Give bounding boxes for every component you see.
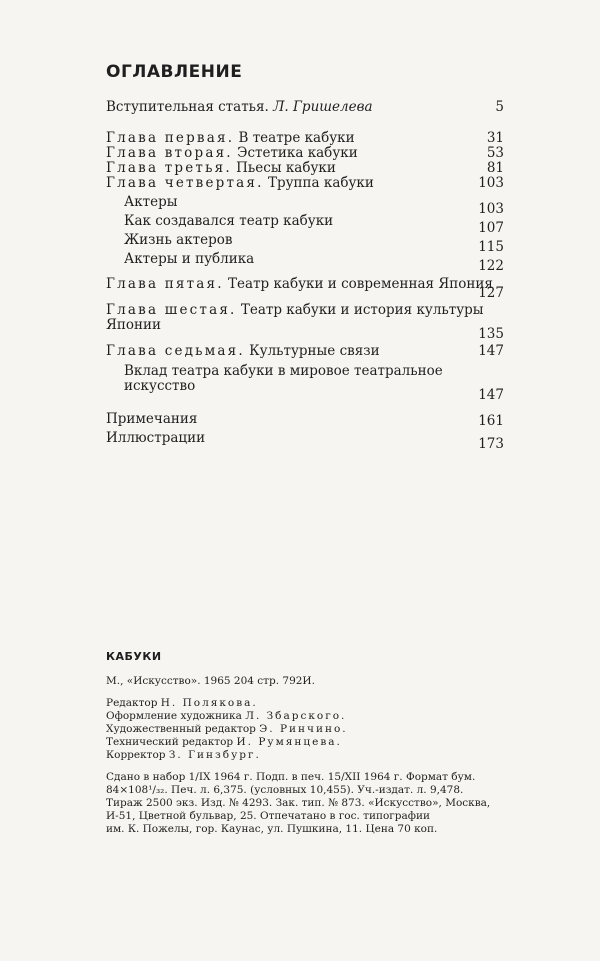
page-number: 135 bbox=[478, 326, 504, 342]
colophon-title: КАБУКИ bbox=[106, 650, 162, 663]
toc-entry-subsection bbox=[106, 251, 504, 274]
toc-entry-chapter-4 bbox=[106, 176, 504, 191]
page-number: 53 bbox=[486, 145, 504, 161]
chapter-title: Эстетика кабуки bbox=[237, 145, 358, 161]
page-number: 107 bbox=[478, 220, 504, 236]
toc-entry-chapter-6 bbox=[106, 302, 504, 342]
page-number: 115 bbox=[478, 239, 504, 255]
toc-entry-notes bbox=[106, 412, 504, 427]
toc-entry-chapter-7 bbox=[106, 344, 504, 359]
page-number: 122 bbox=[478, 258, 504, 274]
colophon bbox=[106, 650, 500, 836]
editor-line: Редактор Н. Полякова. bbox=[106, 697, 258, 709]
page-number: 147 bbox=[478, 343, 504, 359]
toc-entry-subsection bbox=[106, 213, 504, 236]
print-info-line: Тираж 2500 экз. Изд. № 4293. Зак. тип. № 873. «Искусство», Москва, bbox=[106, 797, 491, 809]
toc-entry-subsection bbox=[106, 194, 504, 217]
page-number: 147 bbox=[478, 387, 504, 403]
print-info-line: Сдано в набор 1/IX 1964 г. Подп. в печ. 15/XII 1964 г. Формат бум. bbox=[106, 771, 476, 783]
chapter-title: Театр кабуки и современная Япония bbox=[228, 276, 493, 292]
illustrations-title: Иллюстрации bbox=[106, 430, 206, 446]
chapter-title: Театр кабуки и история культуры Японии bbox=[106, 302, 484, 333]
chapter-label: Глава вторая. bbox=[106, 145, 233, 161]
page-number: 173 bbox=[478, 436, 504, 452]
chapter-title: Культурные связи bbox=[249, 343, 380, 359]
subsection-title: Как создавался театр кабуки bbox=[124, 213, 334, 229]
print-info-line: 84×108¹/₃₂. Печ. л. 6,375. (условных 10,455). Уч.-издат. л. 9,478. bbox=[106, 784, 464, 796]
chapter-label: Глава первая. bbox=[106, 130, 235, 146]
subsection-title: Актеры и публика bbox=[124, 251, 255, 267]
notes-title: Примечания bbox=[106, 411, 198, 427]
table-of-contents bbox=[106, 99, 504, 452]
art-editor-line: Художественный редактор Э. Ринчино. bbox=[106, 723, 348, 735]
page-number: 31 bbox=[486, 130, 504, 146]
chapter-title: Труппа кабуки bbox=[267, 175, 374, 191]
toc-entry-chapter-5 bbox=[106, 276, 504, 301]
print-info-line: им. К. Пожелы, гор. Каунас, ул. Пушкина, 11. Цена 70 коп. bbox=[106, 823, 438, 835]
chapter-label: Глава шестая. bbox=[106, 302, 237, 318]
toc-entry-chapter-3 bbox=[106, 161, 504, 176]
toc-entry-subsection bbox=[106, 232, 504, 255]
subsection-title: Актеры bbox=[124, 194, 178, 210]
imprint-line: М., «Искусство». 1965 204 стр. 792И. bbox=[106, 675, 315, 687]
toc-entry-subsection bbox=[106, 363, 504, 403]
subsection-title: Жизнь актеров bbox=[124, 232, 233, 248]
chapter-label: Глава четвертая. bbox=[106, 175, 264, 191]
toc-entry-illustrations bbox=[106, 430, 504, 452]
toc-entry-chapter-1 bbox=[106, 131, 504, 146]
intro-text: Вступительная статья. bbox=[106, 99, 269, 115]
design-line: Оформление художника Л. Збарского. bbox=[106, 710, 347, 722]
page-number: 103 bbox=[478, 175, 504, 191]
chapter-title: В театре кабуки bbox=[238, 130, 355, 146]
chapter-label: Глава седьмая. bbox=[106, 343, 245, 359]
subsection-title: Вклад театра кабуки в мировое театральное искусство bbox=[124, 363, 443, 394]
page-number: 161 bbox=[478, 413, 504, 429]
chapter-label: Глава пятая. bbox=[106, 276, 224, 292]
chapter-label: Глава третья. bbox=[106, 160, 232, 176]
page-number: 5 bbox=[495, 99, 504, 115]
tech-editor-line: Технический редактор И. Румянцева. bbox=[106, 736, 342, 748]
toc-entry-intro bbox=[106, 100, 504, 115]
intro-author: Л. Гришелева bbox=[273, 99, 373, 115]
page-number: 81 bbox=[486, 160, 504, 176]
page-number: 103 bbox=[478, 201, 504, 217]
chapter-title: Пьесы кабуки bbox=[236, 160, 336, 176]
page-number: 127 bbox=[478, 285, 504, 301]
toc-heading: ОГЛАВЛЕНИЕ bbox=[106, 62, 243, 82]
toc-entry-chapter-2 bbox=[106, 146, 504, 161]
print-info-line: И-51, Цветной бульвар, 25. Отпечатано в гос. типографии bbox=[106, 810, 430, 822]
corrector-line: Корректор З. Гинзбург. bbox=[106, 749, 261, 761]
